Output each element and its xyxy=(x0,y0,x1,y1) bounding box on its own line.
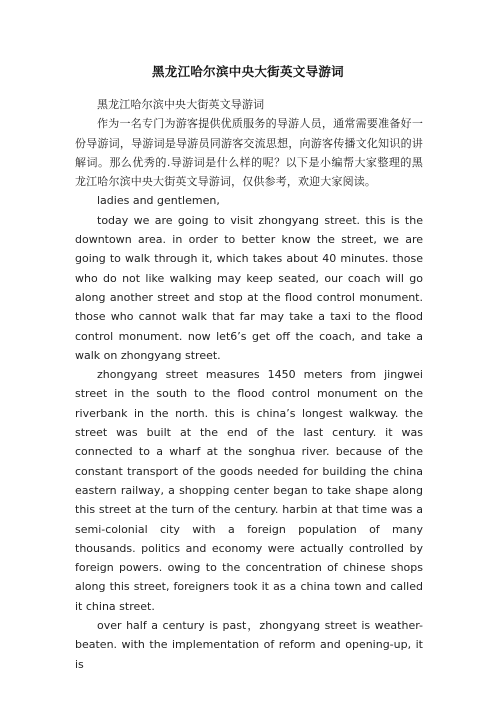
paragraph: ladies and gentlemen, xyxy=(97,194,220,208)
document-body xyxy=(75,95,423,674)
paragraph: today we are going to visit zhongyang street. this is the downtown area. in order to better know the street, we are going to walk through it, which takes about 40 minutes. those who do not like walking may keep seated, our coach will go along another street and stop at the flood control monument. those who cannot walk that far may take a taxi to the flood control monument. now let6’s get off the coach, and take a walk on zhongyang street. xyxy=(75,213,423,362)
paragraph: zhongyang street measures 1450 meters from jingwei street in the south to the flood control monument on the riverbank in the north. this is china’s longest walkway. the street was built at the end of the last century. it was connected to a wharf at the songhua river. because of the constant transport of the goods needed for building the china eastern railway, a shopping center began to take shape along this street at the turn of the century. harbin at that time was a semi-colonial city with a foreign population of many thousands. politics and economy were actually controlled by foreign powers. owing to the concentration of chinese shops along this street, foreigners took it as a china town and called it china street. xyxy=(75,368,423,613)
paragraph: over half a century is past，zhongyang street is weather-beaten. with the implementation of reform and opening-up, it is xyxy=(75,619,423,671)
paragraph: 黑龙江哈尔滨中央大街英文导游词 xyxy=(97,98,265,111)
paragraph: 作为一名专门为游客提供优质服务的导游人员，通常需要准备好一份导游词，导游词是导游员同游客交流思想，向游客传播文化知识的讲解词。那么优秀的.导游词是什么样的呢？以下是小编帮大家整理的黑龙江哈尔滨中央大街英文导游词，仅供参考，欢迎大家阅读。 xyxy=(75,117,423,189)
page-title: 黑龙江哈尔滨中央大街英文导游词 xyxy=(151,64,344,79)
